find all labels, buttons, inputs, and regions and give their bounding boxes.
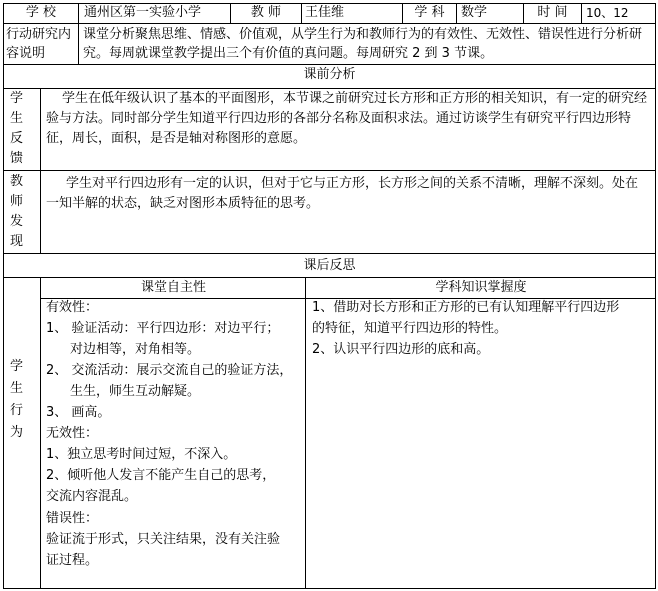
time-value: 10、12: [586, 6, 629, 20]
time-label: 时 间: [537, 5, 568, 20]
autonomy-line: 1、 验证活动：平行四边形：对边平行；: [46, 321, 280, 336]
autonomy-line: 证过程。: [46, 553, 99, 568]
autonomy-line: 对边相等，对角相等。: [70, 342, 201, 357]
autonomy-line: 交流内容混乱。: [46, 489, 138, 504]
autonomy-line: 生生，师生互动解疑。: [70, 384, 201, 399]
research-label: 行动研究内容说明: [6, 27, 72, 61]
student-feedback-label: 学生反馈: [10, 91, 24, 166]
autonomy-line: 2、 交流活动：展示交流自己的验证方法，: [46, 363, 293, 378]
column-knowledge: 学科知识掌握度: [435, 280, 527, 295]
subject-value: 数学: [461, 5, 488, 20]
autonomy-line: 1、独立思考时间过短，不深入。: [46, 447, 237, 462]
column-autonomy: 课堂自主性: [140, 280, 206, 295]
teacher-finding-text: 学生对平行四边形有一定的认识，但对于它与正方形，长方形之间的关系不清晰，理解不深刻。处在一知半解的状态，缺乏对图形本质特征的思考。: [46, 176, 639, 211]
autonomy-line: 验证流于形式，只关注结果，没有关注验: [46, 532, 281, 547]
knowledge-line: 的特征，知道平行四边形的特性。: [312, 321, 508, 336]
autonomy-line: 3、 画高。: [46, 405, 111, 420]
teacher-value: 王佳维: [305, 5, 345, 20]
autonomy-line: 2、倾听他人发言不能产生自己的思考，: [46, 468, 276, 483]
knowledge-line: 1、借助对长方形和正方形的已有认知理解平行四边形: [312, 300, 620, 315]
pre-class-title: 课前分析: [303, 67, 356, 82]
knowledge-line: 2、认识平行四边形的底和高。: [312, 342, 490, 357]
teacher-label: 教 师: [250, 5, 282, 20]
school-label: 学 校: [25, 5, 57, 20]
autonomy-line: 无效性：: [46, 426, 99, 441]
school-value: 通州区第一实验小学: [84, 5, 202, 20]
research-text: 课堂分析聚焦思维、情感、价值观，从学生行为和教师行为的有效性、无效性、错误性进行分析研究。每周就课堂教学提出三个有价值的真问题。每周研究 2 到 3 节课。: [83, 27, 643, 61]
student-feedback-text: 学生在低年级认识了基本的平面图形，本节课之前研究过长方形和正方形的相关知识，有一定的研究经验与方法。同时部分学生知道平行四边形的各部分名称及面积求法。通过访谈学生有研究平行四边形特征，周长，面积，是否是轴对称图形的意愿。: [46, 91, 648, 146]
teacher-finding-label: 教师发现: [10, 174, 24, 249]
autonomy-line: 有效性：: [46, 300, 99, 315]
student-behavior-label: 学生行为: [10, 359, 24, 440]
post-class-title: 课后反思: [303, 258, 356, 273]
autonomy-line: 错误性：: [46, 511, 99, 526]
subject-label: 学 科: [414, 5, 445, 20]
